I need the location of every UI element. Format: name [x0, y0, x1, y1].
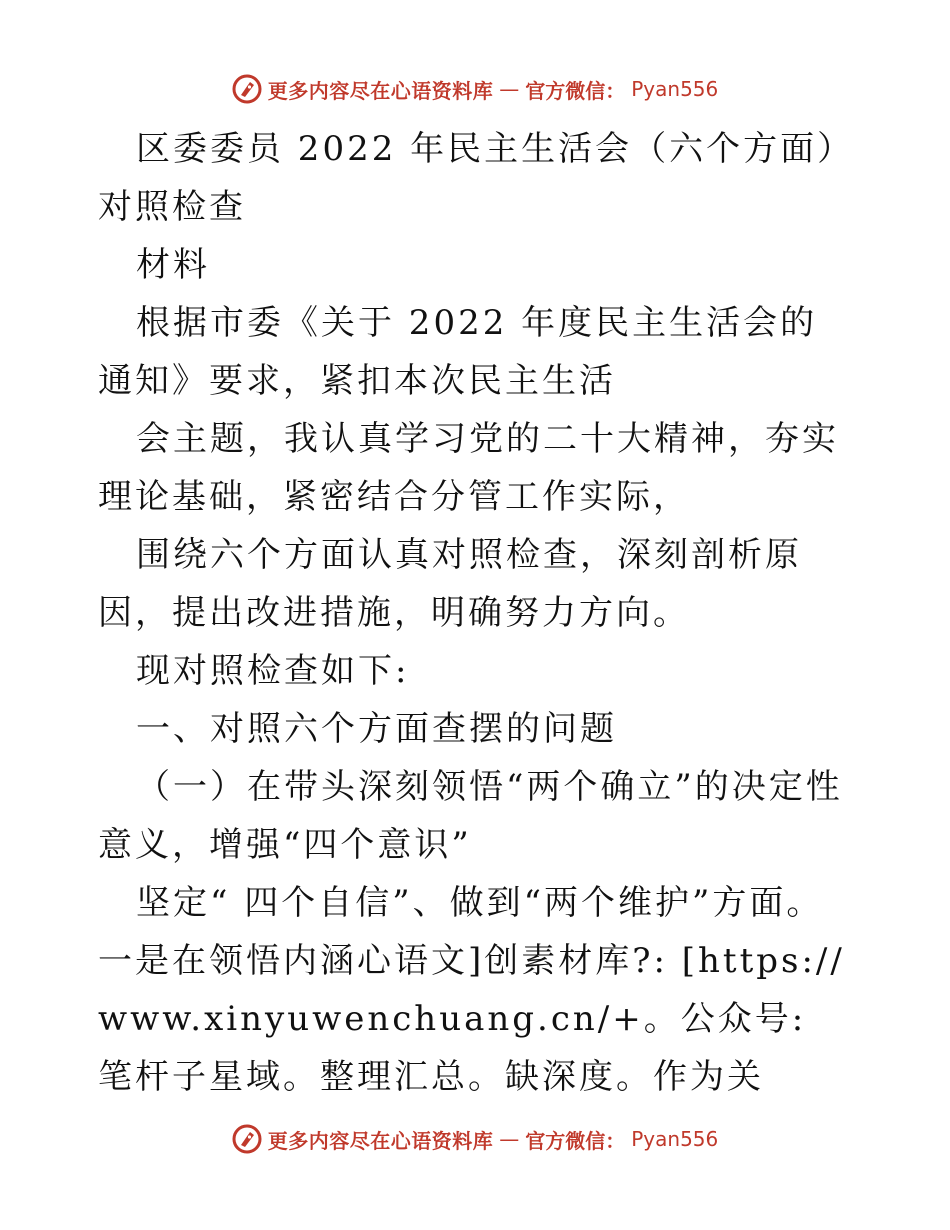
footer-watermark-banner	[0, 1122, 950, 1156]
section-heading: 一、对照六个方面查摆的问题	[136, 709, 617, 749]
document-body	[98, 120, 853, 1106]
body-paragraph: 根据市委《关于 2022 年度民主生活会的通知》要求，紧扣本次民主生活	[98, 303, 818, 401]
pen-nib-circle-icon	[232, 1124, 262, 1154]
banner-brand-text: 更多内容尽在心语资料库	[267, 78, 494, 103]
pen-nib-circle-icon	[232, 74, 262, 104]
banner-wechat-handle: Pyan556	[631, 77, 719, 101]
subsection-heading: （一）在带头深刻领悟“两个确立”的决定性意义，增强“四个意识”	[98, 767, 843, 865]
body-paragraph: 坚定“ 四个自信”、做到“两个维护”方面。一是在领悟内涵心语文]创素材库?: [https://www.xinyuwenchuang.cn/+。公众号: 笔杆子星域。整理汇总。缺深度。作为关	[98, 883, 845, 1097]
document-title-continued: 材料	[136, 245, 210, 285]
header-watermark-banner	[0, 72, 950, 106]
banner-official-label: 官方微信：	[525, 78, 626, 103]
document-title: 区委委员 2022 年民主生活会（六个方面）对照检查	[98, 129, 838, 227]
banner-dash: —	[499, 77, 520, 101]
body-paragraph: 围绕六个方面认真对照检查，深刻剖析原因，提出改进措施，明确努力方向。	[98, 535, 802, 633]
body-paragraph: 会主题，我认真学习党的二十大精神，夯实理论基础，紧密结合分管工作实际，	[98, 419, 839, 517]
banner-brand-text: 更多内容尽在心语资料库	[267, 1128, 494, 1153]
body-paragraph: 现对照检查如下:	[136, 651, 410, 691]
banner-official-label: 官方微信：	[525, 1128, 626, 1153]
banner-dash: —	[499, 1127, 520, 1151]
banner-wechat-handle: Pyan556	[631, 1127, 719, 1151]
